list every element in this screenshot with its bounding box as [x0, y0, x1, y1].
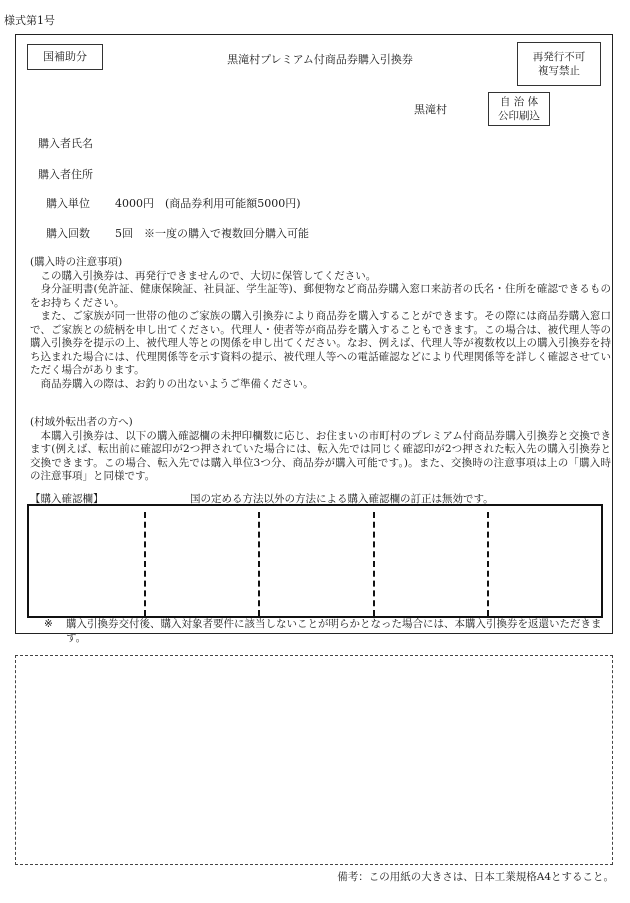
- purchase-unit-label: 購入単位: [46, 197, 90, 210]
- paper-size-remark: 備考：この用紙の大きさは、日本工業規格A4とすること。: [337, 871, 614, 883]
- seal-line1: 自 治 体: [499, 96, 539, 108]
- footnote: [44, 618, 612, 645]
- notes-paragraph: この購入引換券は、再発行できませんので、大切に保管してください。: [40, 269, 377, 282]
- no-reissue-line2: 複写禁止: [538, 65, 580, 77]
- stamp-slot-divider: [144, 512, 146, 616]
- buyer-address-label: 購入者住所: [38, 168, 93, 181]
- confirmation-note: 国の定める方法以外の方法による購入確認欄の訂正は無効です。: [190, 493, 494, 505]
- no-reissue-box: [517, 42, 601, 86]
- subsidy-label: 国補助分: [27, 44, 103, 70]
- no-reissue-line1: 再発行不可: [532, 51, 586, 63]
- footnote-mark: ※: [44, 618, 53, 630]
- stamp-slot-divider: [373, 512, 375, 616]
- cut-off-stub-area: [15, 655, 613, 865]
- purchase-count-label: 購入回数: [46, 227, 90, 240]
- notes-heading: (購入時の注意事項): [30, 256, 123, 268]
- official-seal-box: [488, 92, 550, 126]
- form-number: 様式第1号: [4, 14, 55, 27]
- stamp-slot-divider: [258, 512, 260, 616]
- buyer-name-label: 購入者氏名: [38, 137, 93, 150]
- seal-line2: 公印刷込: [498, 110, 540, 122]
- footnote-text: 購入引換券交付後、購入対象者要件に該当しないことが明らかとなった場合には、本購入引換券を返還いただきます。: [66, 618, 602, 644]
- village-name: 黒滝村: [414, 103, 447, 116]
- relocation-notes: [30, 416, 611, 484]
- voucher-title: 黒滝村プレミアム付商品券購入引換券: [227, 53, 413, 66]
- notes-paragraph: 身分証明書(免許証、健康保険証、社員証、学生証等)、郵便物など商品券購入窓口来訪者の氏名・住所を確認できるものをお持ちください。: [30, 283, 611, 309]
- relocation-body: 本購入引換券は、以下の購入確認欄の未押印欄数に応じ、お住まいの市町村のプレミアム付商品券購入引換券と交換できます(例えば、転出前に確認印が2つ押されていた場合には、転入先では同じく確認印が2つ押された転入先の購入引換券と交換できます。この場合、転入先では購入単位3つ分、商品券が購入可能です。)。また、交換時の注意事項は上の「購入時の注意事項」と同様です。: [30, 429, 611, 482]
- purchase-unit-value: 4000円 (商品券利用可能額5000円): [115, 197, 301, 210]
- relocation-heading: (村域外転出者の方へ): [30, 416, 133, 428]
- stamp-slot-divider: [487, 512, 489, 616]
- confirmation-stamp-area: [27, 504, 603, 618]
- notes-paragraph: 商品券購入の際は、お釣りの出ないようご準備ください。: [40, 377, 314, 390]
- confirmation-label: 【購入確認欄】: [30, 493, 104, 505]
- notes-paragraph: また、ご家族が同一世帯の他のご家族の購入引換券により商品券を購入することができます。その際には商品券購入窓口で、ご家族との続柄を申し出てください。代理人・使者等が商品券を購入することもできます。この場合は、被代理人等の購入引換券を提示の上、被代理人等との関係を申し出てください。なお、例えば、代理人等が複数枚以上の購入引換券を持ち込まれた場合には、代理関係等を示す資料の提示、被代理人等への電話確認などにより代理関係等を詳しく確認させていただく場合があります。: [30, 310, 611, 376]
- purchase-count-value: 5回 ※一度の購入で複数回分購入可能: [115, 227, 309, 240]
- purchase-notes: [30, 256, 611, 391]
